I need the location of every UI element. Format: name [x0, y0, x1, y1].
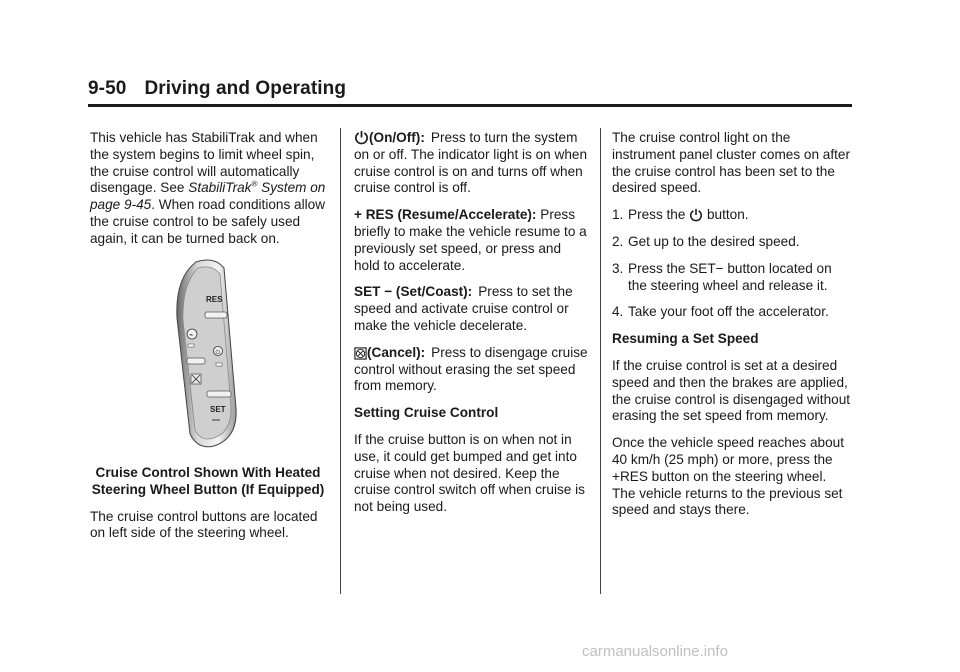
svg-text:⏻: ⏻ — [215, 349, 221, 356]
on-off-description: (On/Off): Press to turn the system on or off. The indicator light is on when cruise control is on and turns off when cruise control is off. — [354, 130, 587, 196]
set-button — [207, 391, 231, 397]
res-button — [205, 312, 227, 318]
page-header — [88, 78, 346, 100]
resume-label: + RES (Resume/Accelerate): — [354, 207, 537, 223]
step-3: 3. Press the SET− button located on the steering wheel and release it. — [612, 260, 832, 293]
setting-cruise-heading: Setting Cruise Control — [354, 405, 499, 421]
step-2: 2. Get up to the desired speed. — [612, 233, 800, 249]
section-title: Driving and Operating — [144, 78, 347, 99]
set-coast-description: SET − (Set/Coast): Press to set the speed and activate cruise control or make the vehicle decelerate. — [354, 284, 573, 333]
stabilitrak-paragraph: This vehicle has StabiliTrak and when the system begins to limit wheel spin, the cruise control will automatically disengage. See StabiliTrak® System on page 9-45. When road conditions allow the cruise control to be safely used again, it can be turned back on. — [90, 130, 326, 246]
cancel-description: (Cancel): Press to disengage cruise control without erasing the set speed from memory. — [354, 344, 588, 394]
cruise-on-off-icon — [354, 130, 369, 145]
watermark: carmanualsonline.info — [582, 643, 728, 660]
button-location-paragraph: The cruise control buttons are located on left side of the steering wheel. — [90, 508, 318, 541]
set-coast-label: SET − (Set/Coast): — [354, 284, 473, 300]
resume-description: + RES (Resume/Accelerate): Press briefly to make the vehicle resume to a previously set speed, or press and hold to accelerate. — [354, 207, 587, 273]
on-off-label: (On/Off): — [369, 130, 425, 145]
step-4: 4. Take your foot off the accelerator. — [612, 304, 829, 320]
header-rule — [88, 104, 852, 107]
setting-cruise-paragraph: If the cruise button is on when not in use, it could get bumped and get into cruise when not desired. Keep the cruise control switch off when cruise is not being used. — [354, 431, 585, 515]
resume-paragraph-2: Once the vehicle speed reaches about 40 km/h (25 mph) or more, press the +RES button on the steering wheel. The vehicle returns to the previous set speed and stays there. — [612, 435, 845, 518]
page-number: 9-50 — [88, 78, 127, 99]
column-2 — [354, 130, 590, 526]
cruise-on-off-icon — [689, 208, 703, 222]
cruise-control-figure — [90, 258, 326, 450]
column-1 — [90, 130, 326, 552]
resume-paragraph-1: If the cruise control is set at a desired speed and then the brakes are applied, the cruise control is disengaged without erasing the set speed from memory. — [612, 357, 851, 424]
step-1: 1. Press the button. — [612, 207, 749, 223]
column-3 — [612, 130, 852, 529]
column-divider-2 — [600, 128, 601, 594]
set-button-label: SET — [210, 404, 226, 414]
stabilitrak-page-reference[interactable]: StabiliTrak® System on page 9-45 — [90, 179, 326, 213]
resume-heading: Resuming a Set Speed — [612, 331, 759, 347]
figure-caption: Cruise Control Shown With Heated Steering Wheel Button (If Equipped) — [91, 464, 325, 498]
cancel-icon — [354, 347, 367, 360]
cruise-light-paragraph: The cruise control light on the instrument panel cluster comes on after the cruise control has been set to the desired speed. — [612, 130, 851, 196]
cancel-label: (Cancel): — [367, 344, 426, 360]
res-button-label: RES — [206, 294, 223, 304]
svg-text:⌁: ⌁ — [189, 331, 194, 339]
steering-wheel-control-illustration — [174, 258, 240, 448]
column-divider-1 — [340, 128, 341, 594]
